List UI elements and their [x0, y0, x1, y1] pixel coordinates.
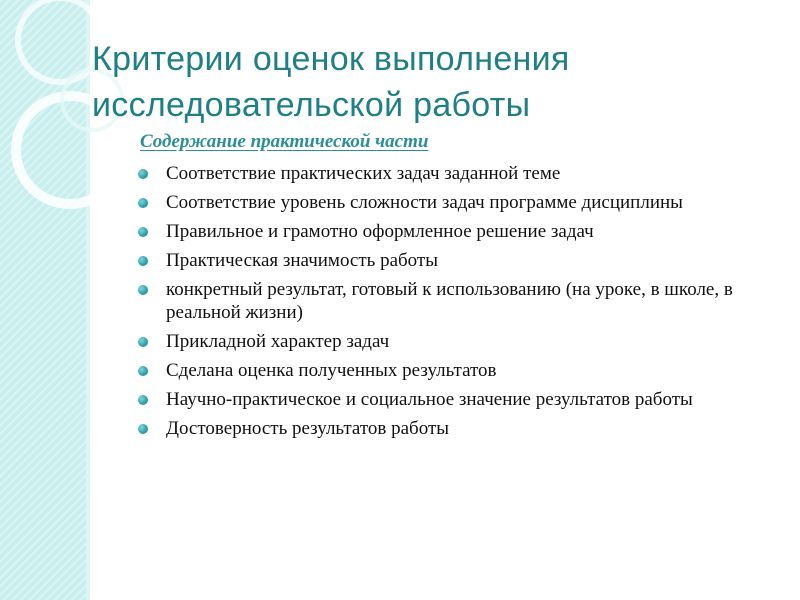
- list-item-text: Соответствие уровень сложности задач программе дисциплины: [166, 192, 683, 213]
- criteria-list: [130, 162, 780, 446]
- list-item-text: Сделана оценка полученных результатов: [166, 360, 497, 381]
- slide-title: [92, 36, 782, 128]
- title-line-1: Критерии оценок выполнения: [92, 40, 570, 78]
- bullet-icon: [138, 169, 148, 179]
- bullet-icon: [138, 395, 148, 405]
- list-item-text: Соответствие практических задач заданной теме: [166, 163, 561, 184]
- bullet-icon: [138, 337, 148, 347]
- list-item: [130, 330, 780, 353]
- list-item-text: Практическая значимость работы: [166, 250, 439, 271]
- bullet-icon: [138, 285, 148, 295]
- list-item: [130, 191, 780, 214]
- bullet-icon: [138, 198, 148, 208]
- bullet-icon: [138, 424, 148, 434]
- bullet-icon: [138, 366, 148, 376]
- list-item: [130, 278, 780, 324]
- list-item-text: Правильное и грамотно оформленное решение задач: [166, 221, 594, 242]
- list-item: [130, 220, 780, 243]
- list-item: [130, 162, 780, 185]
- list-item-text: Достоверность результатов работы: [166, 418, 450, 439]
- list-item: [130, 359, 780, 382]
- title-line-2: исследовательской работы: [92, 86, 531, 124]
- decorative-side-band: [0, 0, 88, 600]
- list-item-text: Научно-практическое и социальное значение результатов работы: [166, 389, 693, 410]
- band-edge: [86, 0, 90, 600]
- list-item: [130, 417, 780, 440]
- list-item-text: конкретный результат, готовый к использованию (на уроке, в школе, в реальной жизни): [166, 279, 733, 323]
- bullet-icon: [138, 227, 148, 237]
- list-item: [130, 249, 780, 272]
- list-item: [130, 388, 780, 411]
- section-subtitle: Содержание практической части: [140, 131, 429, 152]
- list-item-text: Прикладной характер задач: [166, 331, 390, 352]
- bullet-icon: [138, 256, 148, 266]
